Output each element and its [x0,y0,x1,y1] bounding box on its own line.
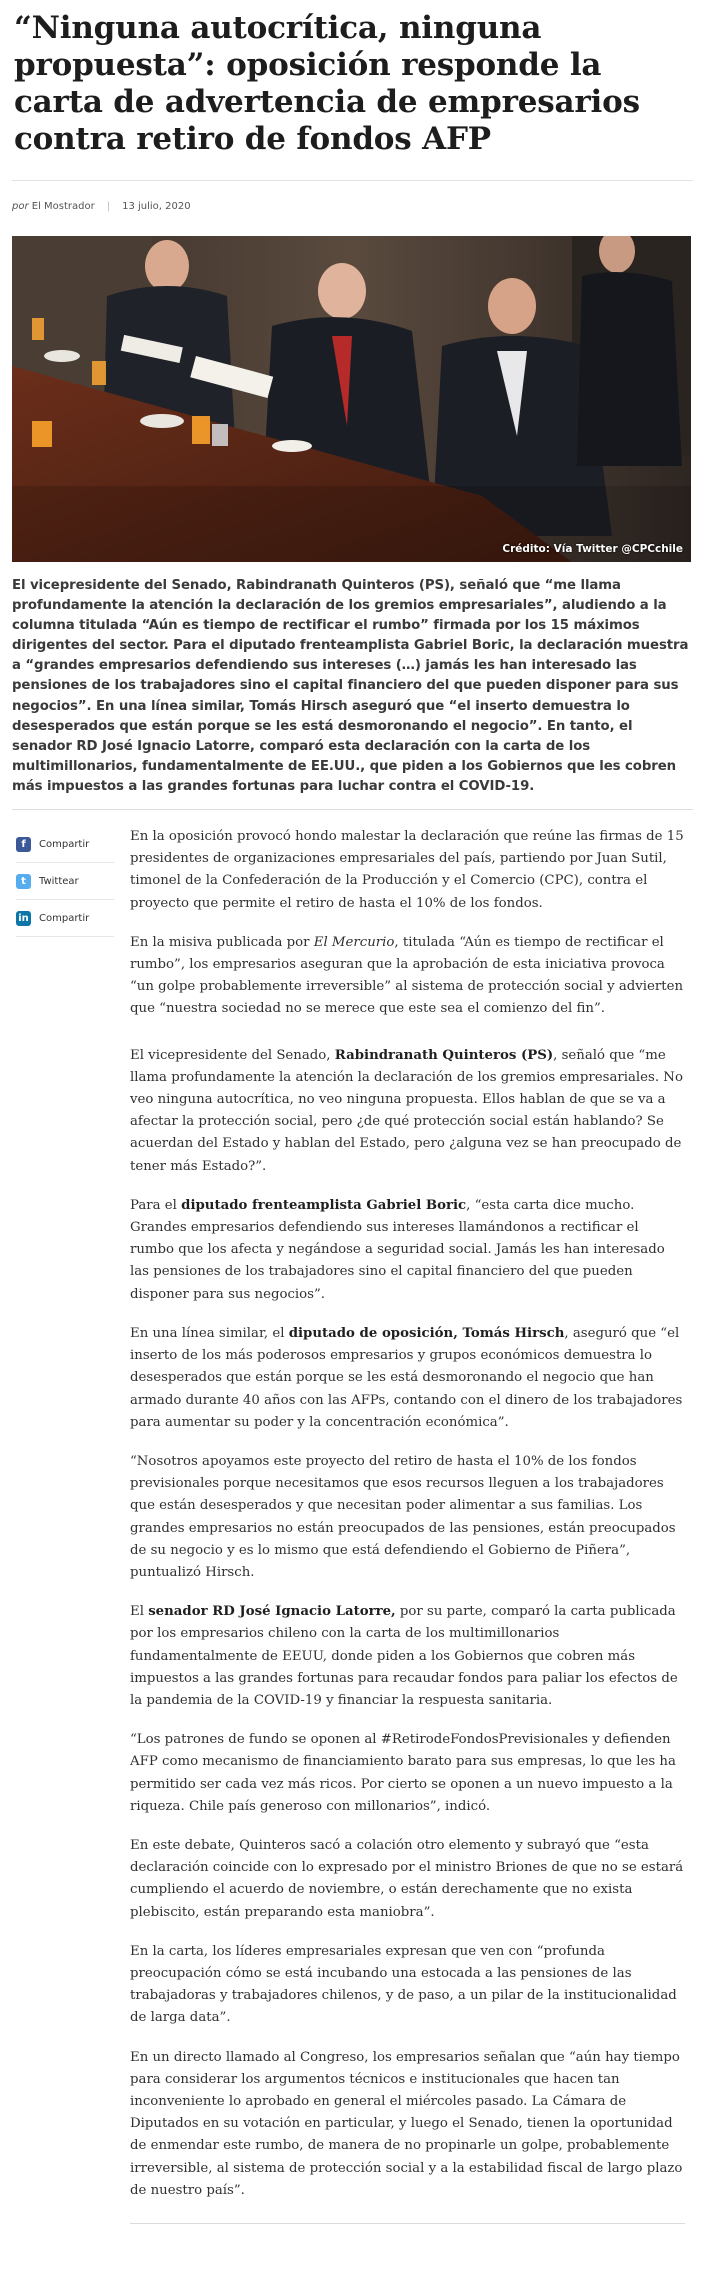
p4-name: diputado frenteamplista Gabriel Boric [181,1197,467,1213]
p5-name: diputado de oposición, Tomás Hirsch [288,1325,565,1341]
paragraph-9: En este debate, Quinteros sacó a colación otro elemento y subrayó que “esta declaración coincide con lo expresado por el ministro Briones de que no se estará cumpliendo el acuerdo de noviembre, o están derechamente que no exista plebiscito, están preparando esta maniobra”. [130,1837,684,1920]
article-body [130,826,685,2219]
p7-text-c: por su parte, comparó la carta publicada por los empresarios chileno con la carta de los multimillonarios fundamentalmente de EEUU, donde piden a los Gobiernos que cobren más impuestos a las grandes fortunas para recaudar fondos para paliar los efectos de la pandemia de la COVID-19 y financiar la respuesta sanitaria. [130,1604,678,1708]
paragraph-6: “Nosotros apoyamos este proyecto del retiro de hasta el 10% de los fondos previsionales porque necesitamos que esos recursos lleguen a los trabajadores que están desesperados y que necesitan poder alimentar a sus familias. Los grandes empresarios no están preocupados de las pensiones, están preocupados de su negocio y es lo mismo que está defendiendo el Gobierno de Piñera”, puntualizó Hirsch. [130,1453,676,1580]
publish-date: 13 julio, 2020 [122,201,191,212]
paragraph-5 [130,1323,685,1434]
paragraph-2 [130,932,685,1021]
paragraph-8: “Los patrones de fundo se oponen al #RetirodeFondosPrevisionales y defienden AFP como mecanismo de financiamiento barato para sus empresas, lo que les ha permitido ser cada vez más ricos. Por cierto se oponen a un nuevo impuesto a la riqueza. Chile país generoso con millonarios”, indicó. [130,1732,676,1814]
article-lead: El vicepresidente del Senado, Rabindranath Quinteros (PS), señaló que “me llama profundamente la atención la declaración de los gremios empresariales”, aludiendo a la columna titulada “Aún es tiempo de rectificar el rumbo” firmada por los 15 máximos dirigentes del sector. Para el diputado frenteamplista Gabriel Boric, la declaración muestra a “grandes empresarios defendiendo sus intereses (…) jamás les han interesado las pensiones de los trabajadores sino el capital financiero del que pueden disponer para sus negocios”. En una línea similar, Tomás Hirsch aseguró que “el inserto demuestra lo desesperados que están porque se les está desmoronando el negocio”. En tanto, el senador RD José Ignacio Latorre, comparó esta declaración con la carta de los multimillonarios, fundamentalmente de EE.UU., que piden a los Gobiernos que les cobren más impuestos a las grandes fortunas para luchar contra el COVID-19. [12,578,689,794]
article-meta [12,180,693,212]
p3-text-c: , señaló que “me llama profundamente la atención la declaración de los gremios empresariales. No veo ninguna autocrítica, no veo ninguna propuesta. Ellos hablan de que se va a afectar la protección social, pero ¿de qué protección social están hablando? Se acuerdan del Estado y hablan del Estado, pero ¿alguna vez se han preocupado de tener más Estado?”. [130,1047,683,1174]
paragraph-11: En un directo llamado al Congreso, los empresarios señalan que “aún hay tiempo para considerar los argumentos técnicos e institucionales que hacen tan inconveniente lo aprobado en general el miércoles pasado. La Cámara de Diputados en su votación en particular, y luego el Senado, tienen la oportunidad de enmendar este rumbo, de manera de no propinarle un golpe, probablemente irreversible, al sistema de protección social y a la estabilidad fiscal de largo plazo de nuestro país”. [130,2049,683,2198]
article-body-row [12,826,693,2219]
linkedin-icon: in [16,911,31,926]
author-link[interactable]: El Mostrador [31,201,95,212]
lead-divider [12,809,693,810]
p7-text-a: El [130,1604,149,1620]
share-linkedin-label: Compartir [39,912,90,924]
p2-text-b: , titulada “Aún es tiempo de rectificar el rumbo”, los empresarios aseguran que la aprobación de esta iniciativa provoca “un golpe probablemente irreversible” al sistema de protección social y advierten que “nuestra sociedad no se merece que este sea el comienzo del fin”. [130,934,684,1017]
share-facebook-label: Compartir [39,838,90,850]
share-facebook-button[interactable] [16,826,114,863]
share-sidebar [12,826,130,2219]
article-footer-divider [130,2223,685,2224]
article-title: “Ninguna autocrítica, ninguna propuesta”: oposición responde la carta de advertencia de empresarios contra retiro de fondos AFP [14,10,640,157]
p3-name: Rabindranath Quinteros (PS) [334,1047,554,1063]
p5-text-c: , aseguró que “el inserto de los más poderosos empresarios y grupos económicos demuestra lo desesperados que están porque se les está desmoronando el negocio que han armado durante 40 años con las AFPs, contando con el dinero de los trabajadores para aumentar su poder y la concentración económica”. [130,1325,683,1430]
share-linkedin-button[interactable] [16,900,114,937]
p4-text-c: , “esta carta dice mucho. Grandes empresarios defendiendo sus intereses llamándonos a rectificar el rumbo que los afecta y negándose a seguridad social. Jamás les han interesado las pensiones de los trabajadores sino el capital financiero del que pueden disponer para sus negocios”. [130,1197,665,1302]
paragraph-1: En la oposición provocó hondo malestar la declaración que reúne las firmas de 15 presidentes de organizaciones empresariales del país, partiendo por Juan Sutil, timonel de la Confederación de la Producción y el Comercio (CPC), contra el proyecto que permite el retiro de hasta el 10% de los fondos. [130,829,684,911]
hero-photo [12,236,691,562]
p5-text-a: En una línea similar, el [130,1325,289,1341]
p4-text-a: Para el [130,1197,182,1213]
photo-credit: Crédito: Vía Twitter @CPCchile [502,543,683,555]
p2-text-a: En la misiva publicada por [130,934,314,950]
paragraph-7 [130,1601,685,1712]
p3-text-a: El vicepresidente del Senado, [130,1047,335,1063]
meeting-photo-illustration [12,236,691,562]
p7-name: senador RD José Ignacio Latorre, [148,1604,396,1620]
paragraph-4 [130,1195,685,1306]
paragraph-3 [130,1045,685,1178]
p2-publication: El Mercurio [313,934,395,950]
facebook-icon: f [16,837,31,852]
share-twitter-button[interactable] [16,863,114,900]
meta-separator: | [106,201,111,212]
share-twitter-label: Twittear [39,875,79,887]
twitter-icon: t [16,874,31,889]
byline-prefix: por [12,201,29,212]
paragraph-10: En la carta, los líderes empresariales expresan que ven con “profunda preocupación cómo se está incubando una estocada a las pensiones de las trabajadoras y trabajadores chilenos, y de paso, a un pilar de la institucionalidad de larga data”. [130,1943,677,2026]
